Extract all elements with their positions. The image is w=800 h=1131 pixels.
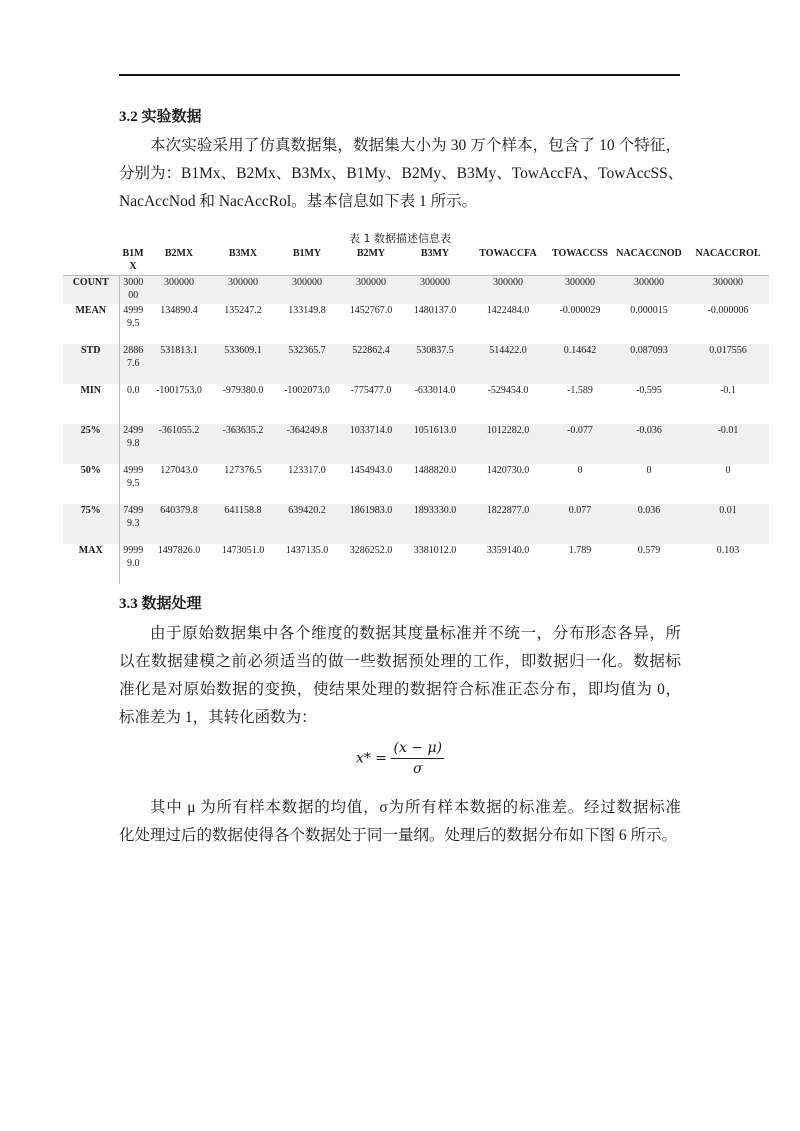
table-cell: 49999.5 <box>119 304 147 344</box>
table-header-row <box>63 246 769 276</box>
table-cell: -1.589 <box>567 385 593 396</box>
section-3-3-paragraph-after <box>119 794 681 850</box>
table-cell: 1822877.0 <box>486 505 530 516</box>
table-cell: 1893330.0 <box>413 505 457 516</box>
table-cell: 0.0 <box>119 384 147 424</box>
paragraph-line: 标准差为 1，其转化函数为： <box>119 709 317 726</box>
table-row <box>63 424 769 464</box>
paragraph-line: 其中 μ 为所有样本数据的均值，σ为所有样本数据的标准差。经过数据标准 <box>150 799 681 816</box>
row-label: 25% <box>80 425 101 436</box>
paragraph-line: 分别为：B1Mx、B2Mx、B3Mx、B1My、B2My、B3My、TowAccFA、TowAccSS、 <box>119 165 684 182</box>
column-header: NACACCNOD <box>611 246 687 276</box>
formula-denominator: σ <box>412 761 423 777</box>
section-heading-3-3: 3.3 数据处理 <box>119 596 202 612</box>
section-heading-3-2: 3.2 实验数据 <box>119 109 202 125</box>
table-cell: 3286252.0 <box>349 545 393 556</box>
formula-numerator: (x − μ) <box>391 740 444 759</box>
table-cell: 0.000015 <box>630 305 668 316</box>
table-cell: 1488820.0 <box>413 465 457 476</box>
table-cell: 300000 <box>228 277 258 288</box>
table-cell: -0.01 <box>717 425 739 436</box>
formula-lhs: x* = <box>355 750 388 767</box>
table-cell: 300000 <box>420 277 450 288</box>
table-row <box>63 384 769 424</box>
table-row <box>63 544 769 584</box>
table-cell: 99999.0 <box>119 544 147 584</box>
paragraph-line: 本次实验采用了仿真数据集，数据集大小为 30 万个样本，包含了 10 个特征， <box>150 137 681 154</box>
table-cell: 300000 <box>292 277 322 288</box>
row-label: 50% <box>80 465 101 476</box>
table-cell: -0.000029 <box>559 305 601 316</box>
paragraph-line: 化处理过后的数据使得各个数据处于同一量纲。处理后的数据分布如下图 6 所示。 <box>119 827 678 844</box>
table-cell: 49999.5 <box>119 464 147 504</box>
table-cell: 74999.3 <box>119 504 147 544</box>
table-cell: 522862.4 <box>352 345 390 356</box>
table-cell: 134890.4 <box>160 305 198 316</box>
formula-fraction <box>391 740 444 777</box>
table-cell: -775477.0 <box>350 385 392 396</box>
table-cell: 640379.8 <box>160 505 198 516</box>
paragraph-line: NacAccNod 和 NacAccRol。基本信息如下表 1 所示。 <box>119 193 478 210</box>
column-header: B3MY <box>403 246 467 276</box>
table-cell: 531813.1 <box>160 345 198 356</box>
table-cell: 0.036 <box>637 505 661 516</box>
header-rule <box>119 74 680 76</box>
table-cell: -1001753.0 <box>156 385 202 396</box>
table-cell: -0.036 <box>636 425 662 436</box>
row-label: MIN <box>80 385 102 396</box>
table-cell: -1002073.0 <box>284 385 330 396</box>
table-cell: -0.1 <box>720 385 736 396</box>
table-caption: 表 1 数据描述信息表 <box>349 232 451 245</box>
table-cell: -0.595 <box>636 385 662 396</box>
table-cell: 1861983.0 <box>349 505 393 516</box>
table-cell: 530837.5 <box>416 345 454 356</box>
table-cell: -363635.2 <box>222 425 264 436</box>
table-cell: 3359140.0 <box>486 545 530 556</box>
paragraph-line: 由于原始数据集中各个维度的数据其度量标准并不统一，分布形态各异，所 <box>150 625 681 642</box>
table-cell: 0.579 <box>637 545 661 556</box>
table-row <box>63 304 769 344</box>
column-header: B2MX <box>147 246 211 276</box>
table-cell: 1437135.0 <box>285 545 329 556</box>
table-cell: 1012282.0 <box>486 425 530 436</box>
table-cell: -0.077 <box>567 425 593 436</box>
column-header: B2MY <box>339 246 403 276</box>
table-cell: 0 <box>725 465 731 476</box>
table-cell: 639420.2 <box>288 505 326 516</box>
table-row <box>63 504 769 544</box>
table-cell: 1497826.0 <box>157 545 201 556</box>
table-cell: 0.087093 <box>630 345 668 356</box>
column-header: B1MX <box>119 246 147 276</box>
paragraph-line: 以在数据建模之前必须适当的做一些数据预处理的工作，即数据归一化。数据标 <box>119 653 681 670</box>
table-cell: 24999.8 <box>119 424 147 464</box>
table-cell: 1452767.0 <box>349 305 393 316</box>
table-cell: 0.077 <box>568 505 592 516</box>
table-cell: 0 <box>577 465 583 476</box>
column-header: B3MX <box>211 246 275 276</box>
table-cell: 0 <box>646 465 652 476</box>
table-cell: 123317.0 <box>288 465 326 476</box>
table-row <box>63 344 769 384</box>
table-cell: 28867.6 <box>119 344 147 384</box>
row-label: COUNT <box>72 277 109 288</box>
row-label: 75% <box>80 505 101 516</box>
table-cell: 1422484.0 <box>486 305 530 316</box>
table-cell: 300000 <box>493 277 523 288</box>
section-3-2-paragraph <box>119 132 684 216</box>
table-cell: -364249.8 <box>286 425 328 436</box>
table-cell: 533609.1 <box>224 345 262 356</box>
table-cell: 532365.7 <box>288 345 326 356</box>
table-cell: 300000 <box>119 276 147 305</box>
table-cell: 0.017556 <box>709 345 747 356</box>
table-cell: -0.000006 <box>707 305 749 316</box>
table-cell: 300000 <box>565 277 595 288</box>
row-label: STD <box>81 345 101 356</box>
column-header <box>63 246 119 276</box>
table-row <box>63 276 769 305</box>
table-cell: 3381012.0 <box>413 545 457 556</box>
table-cell: 641158.8 <box>224 505 262 516</box>
table-cell: 300000 <box>713 277 743 288</box>
table-cell: 0.01 <box>719 505 737 516</box>
table-cell: 133149.8 <box>288 305 326 316</box>
table-cell: 0.14642 <box>563 345 597 356</box>
column-header: NACACCROL <box>687 246 769 276</box>
standardization-formula <box>0 740 800 777</box>
table-row <box>63 464 769 504</box>
table-cell: 1051613.0 <box>413 425 457 436</box>
table-cell: -361055.2 <box>158 425 200 436</box>
data-description-table <box>63 246 769 584</box>
table-cell: 1.789 <box>568 545 592 556</box>
table-cell: 1473051.0 <box>221 545 265 556</box>
column-header: TOWACCSS <box>549 246 611 276</box>
table-cell: 1420730.0 <box>486 465 530 476</box>
table-cell: -633014.0 <box>414 385 456 396</box>
table-cell: 0.103 <box>716 545 740 556</box>
column-header: TOWACCFA <box>467 246 549 276</box>
table-cell: 127376.5 <box>224 465 262 476</box>
table-cell: 1480137.0 <box>413 305 457 316</box>
row-label: MEAN <box>75 305 107 316</box>
table-cell: 127043.0 <box>160 465 198 476</box>
section-3-3-paragraph <box>119 620 681 732</box>
row-label: MAX <box>78 545 103 556</box>
paragraph-line: 准化是对原始数据的变换，使结果处理的数据符合标准正态分布，即均值为 0， <box>119 681 681 698</box>
table-cell: 135247.2 <box>224 305 262 316</box>
column-header: B1MY <box>275 246 339 276</box>
table-cell: -979380.0 <box>222 385 264 396</box>
table-cell: 300000 <box>164 277 194 288</box>
table-cell: 514422.0 <box>489 345 527 356</box>
table-cell: -529454.0 <box>487 385 529 396</box>
table-cell: 300000 <box>634 277 664 288</box>
table-cell: 1033714.0 <box>349 425 393 436</box>
table-cell: 1454943.0 <box>349 465 393 476</box>
table-cell: 300000 <box>356 277 386 288</box>
